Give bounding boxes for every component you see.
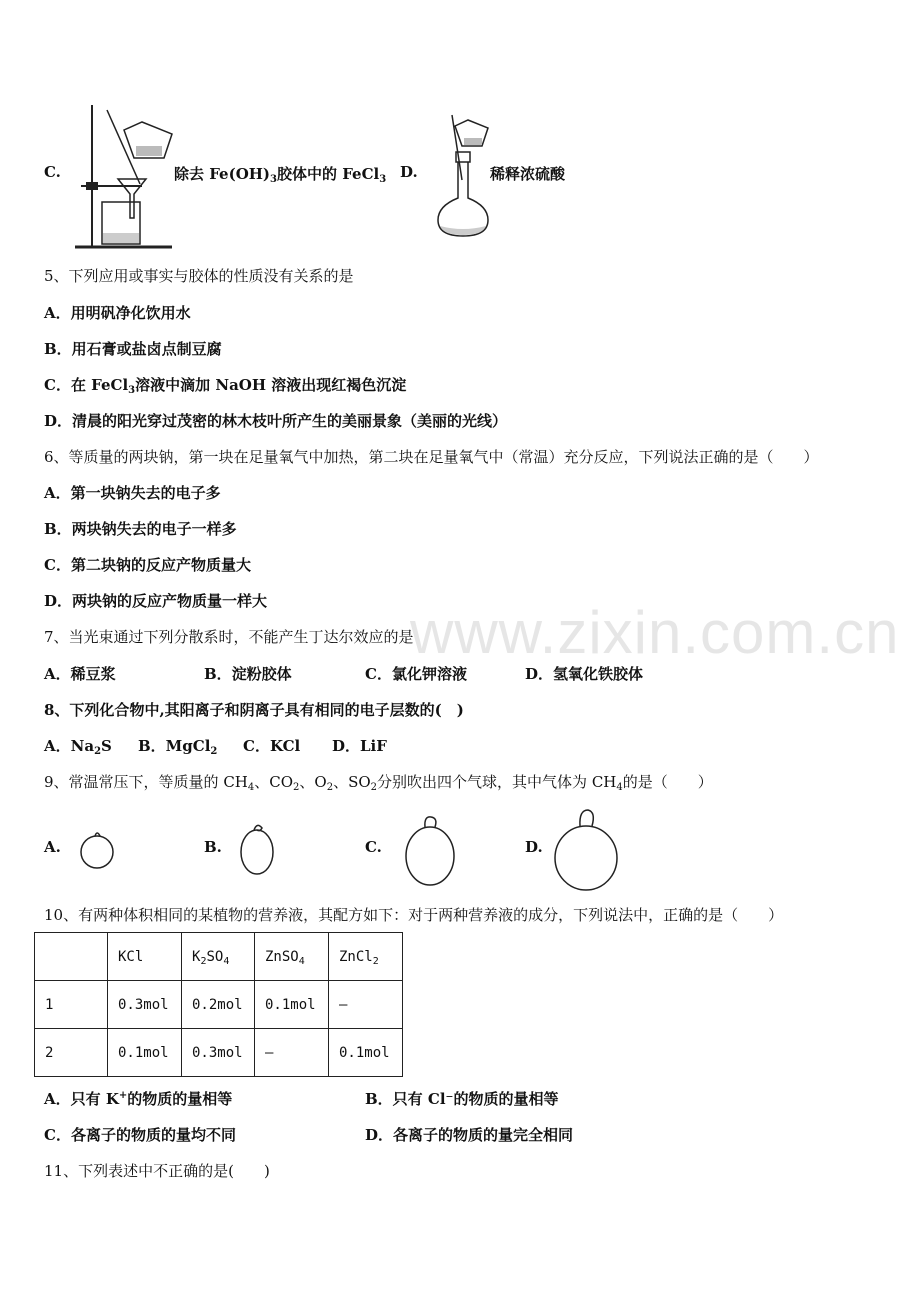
table-cell: 0.3mol: [108, 981, 182, 1029]
table-cell: —: [329, 981, 403, 1029]
table-header-cell: ZnSO$_4$: [255, 933, 329, 981]
filtration-apparatus-figure: [72, 100, 177, 252]
q4-option-c-text: 除去 $Fe(OH)_3$胶体中的 FeCl$_3$: [174, 165, 387, 185]
q5-option-d: D．清晨的阳光穿过茂密的林木枝叶所产生的美丽景象（美丽的光线）: [44, 412, 508, 430]
q9-stem: 9、常温常压下，等质量的 $CH_4$、$CO_2$、$O_2$、$SO_2$分别吹出四个气球，其中气体为 $CH_4$的是（ ）: [44, 773, 713, 793]
balloon-b-icon: [236, 818, 280, 880]
q4-option-d-text: 稀释浓硫酸: [490, 165, 566, 183]
table-cell: 2: [35, 1029, 108, 1077]
table-header-cell: ZnCl$_2$: [329, 933, 403, 981]
q6-option-c: C．第二块钠的反应产物质量大: [44, 556, 251, 574]
q6-option-a: A．第一块钠失去的电子多: [44, 484, 221, 502]
q7-option-b: B．淀粉胶体: [204, 665, 292, 683]
volumetric-flask-figure: [430, 110, 492, 240]
table-row: [35, 1029, 403, 1077]
table-header-row: [35, 933, 403, 981]
q8-option-c: C．KCl: [243, 737, 301, 755]
q4-option-c-label: C.: [44, 163, 61, 181]
q5-option-a: A．用明矾净化饮用水: [44, 304, 191, 322]
q9-option-d-label: D.: [525, 838, 543, 856]
table-cell: 0.3mol: [182, 1029, 255, 1077]
q10-option-c: C．各离子的物质的量均不同: [44, 1126, 236, 1144]
q7-stem: 7、当光束通过下列分散系时，不能产生丁达尔效应的是: [44, 628, 414, 646]
table-header-cell: $K_2SO_4$: [182, 933, 255, 981]
table-cell: 0.1mol: [329, 1029, 403, 1077]
table-header-cell: KCl: [108, 933, 182, 981]
q6-stem: 6、等质量的两块钠，第一块在足量氧气中加热，第二块在足量氧气中（常温）充分反应，下列说法正确的是（ ）: [44, 448, 819, 466]
q11-stem: 11、下列表述中不正确的是( ): [44, 1162, 270, 1180]
q10-option-b: B．只有 Cl⁻的物质的量相等: [365, 1090, 559, 1108]
q10-option-d: D．各离子的物质的量完全相同: [365, 1126, 574, 1144]
table-cell: 0.1mol: [255, 981, 329, 1029]
table-cell: 1: [35, 981, 108, 1029]
watermark: www.zixin.com.cn: [410, 599, 900, 666]
q7-option-d: D．氢氧化铁胶体: [525, 665, 644, 683]
q6-option-b: B．两块钠失去的电子一样多: [44, 520, 237, 538]
q4-option-d-label: D.: [400, 163, 418, 181]
balloon-c-icon: [400, 810, 460, 888]
q10-option-a: A．只有 K+的物质的量相等: [44, 1090, 233, 1108]
q9-option-c-label: C.: [365, 838, 382, 856]
table-cell: 0.2mol: [182, 981, 255, 1029]
q9-option-a-label: A.: [44, 838, 61, 856]
q9-option-b-label: B.: [204, 838, 222, 856]
q8-stem: 8、下列化合物中,其阳离子和阴离子具有相同的电子层数的( ): [44, 701, 464, 719]
table-row: [35, 981, 403, 1029]
q8-option-a: A．$Na_2S$: [44, 737, 112, 757]
table-header-cell: [35, 933, 108, 981]
q5-option-c: C．在 FeCl$_3$溶液中滴加 NaOH 溶液出现红褐色沉淀: [44, 376, 407, 396]
q6-option-d: D．两块钠的反应产物质量一样大: [44, 592, 268, 610]
q7-option-a: A．稀豆浆: [44, 665, 116, 683]
table-cell: —: [255, 1029, 329, 1077]
q5-stem: 5、下列应用或事实与胶体的性质没有关系的是: [44, 267, 354, 285]
table-cell: 0.1mol: [108, 1029, 182, 1077]
nutrient-solution-table: [34, 932, 403, 1077]
balloon-a-icon: [76, 822, 120, 872]
balloon-d-icon: [552, 804, 622, 894]
q5-option-b: B．用石膏或盐卤点制豆腐: [44, 340, 222, 358]
q8-option-d: D．LiF: [332, 737, 387, 755]
q8-option-b: B．MgCl$_2$: [138, 737, 218, 757]
q10-stem: 10、有两种体积相同的某植物的营养液，其配方如下：对于两种营养液的成分，下列说法中，正确的是（ ）: [44, 906, 784, 924]
q7-option-c: C．氯化钾溶液: [365, 665, 467, 683]
